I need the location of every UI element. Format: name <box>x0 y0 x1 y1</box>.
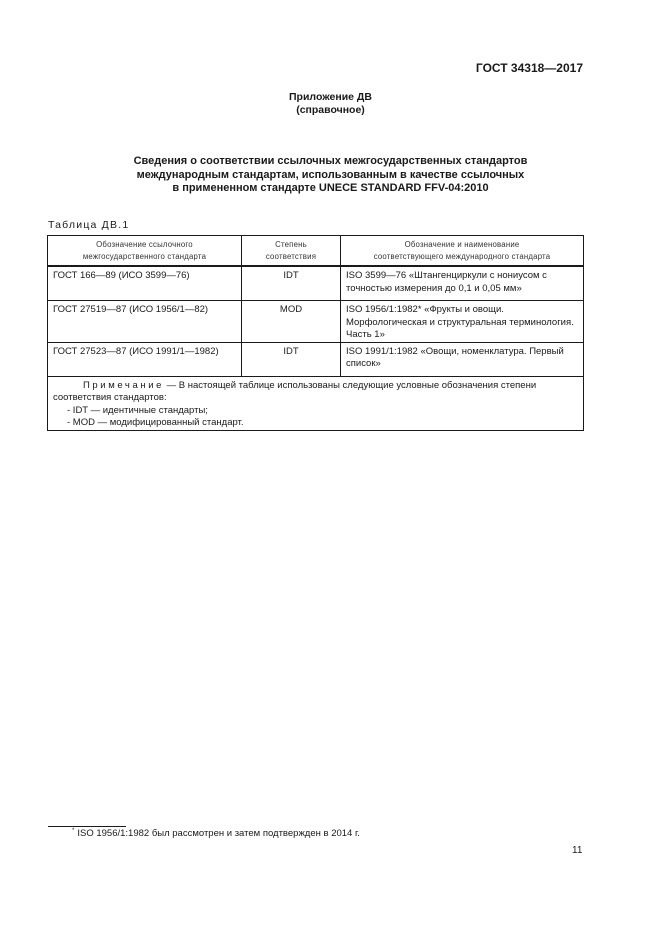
annex-subtitle: (справочное) <box>296 104 365 116</box>
cell-intl: ISO 1991/1:1982 «Овощи, номенклатура. Первый список» <box>341 342 584 376</box>
table-note <box>48 376 584 430</box>
cell-degree: IDT <box>242 342 341 376</box>
document-code: ГОСТ 34318—2017 <box>475 61 583 75</box>
header-line: Обозначение ссылочного <box>96 239 193 249</box>
page-number: 11 <box>572 845 583 856</box>
column-header-intl <box>341 236 584 267</box>
note-label: Примечание <box>83 379 164 391</box>
column-header-ref <box>48 236 242 267</box>
cell-ref: ГОСТ 27519—87 (ИСО 1956/1—82) <box>48 301 242 343</box>
section-title-line: международным стандартам, использованным в качестве ссылочных <box>136 168 525 181</box>
reference-standards-table <box>47 235 584 431</box>
cell-intl: ISO 1956/1:1982* «Фрукты и овощи. Морфологическая и структуральная терминология. Часть 1» <box>341 301 584 343</box>
footnote <box>72 828 360 839</box>
cell-degree: IDT <box>242 266 341 301</box>
header-line: соответствия <box>265 251 317 261</box>
table-row <box>48 301 584 343</box>
section-title-line: Сведения о соответствии ссылочных межгосударственных стандартов <box>133 155 528 167</box>
annex-title: Приложение ДВ <box>289 91 372 103</box>
column-header-degree <box>242 236 341 267</box>
header-line: Степень <box>275 239 307 249</box>
footnote-text: ISO 1956/1:1982 был рассмотрен и затем подтвержден в 2014 г. <box>77 828 360 839</box>
table-row <box>48 342 584 376</box>
header-line: Обозначение и наименование <box>404 239 520 249</box>
note-item: - MOD — модифицированный стандарт. <box>67 417 244 428</box>
table-note-row <box>48 376 584 430</box>
note-body: — В настоящей таблице использованы следующие условные обозначения степени соответствия стандартов: <box>53 379 537 403</box>
section-title-line: в примененном стандарте UNECE STANDARD FFV-04:2010 <box>172 182 489 194</box>
cell-ref: ГОСТ 166—89 (ИСО 3599—76) <box>48 266 242 301</box>
table-row <box>48 266 584 301</box>
header-line: соответствующего международного стандарта <box>373 251 551 261</box>
table-header-row <box>48 236 584 267</box>
section-title <box>0 155 661 196</box>
footnote-mark: * <box>72 828 75 834</box>
footnote-divider <box>48 826 126 827</box>
table-caption: Таблица ДВ.1 <box>48 219 130 231</box>
header-line: межгосударственного стандарта <box>82 251 207 261</box>
cell-degree: MOD <box>242 301 341 343</box>
annex-heading <box>0 91 661 117</box>
note-text <box>53 380 578 405</box>
note-item: - IDT — идентичные стандарты; <box>67 404 208 416</box>
cell-intl: ISO 3599—76 «Штангенциркули с нониусом с точностью измерения до 0,1 и 0,05 мм» <box>341 266 584 301</box>
cell-ref: ГОСТ 27523—87 (ИСО 1991/1—1982) <box>48 342 242 376</box>
